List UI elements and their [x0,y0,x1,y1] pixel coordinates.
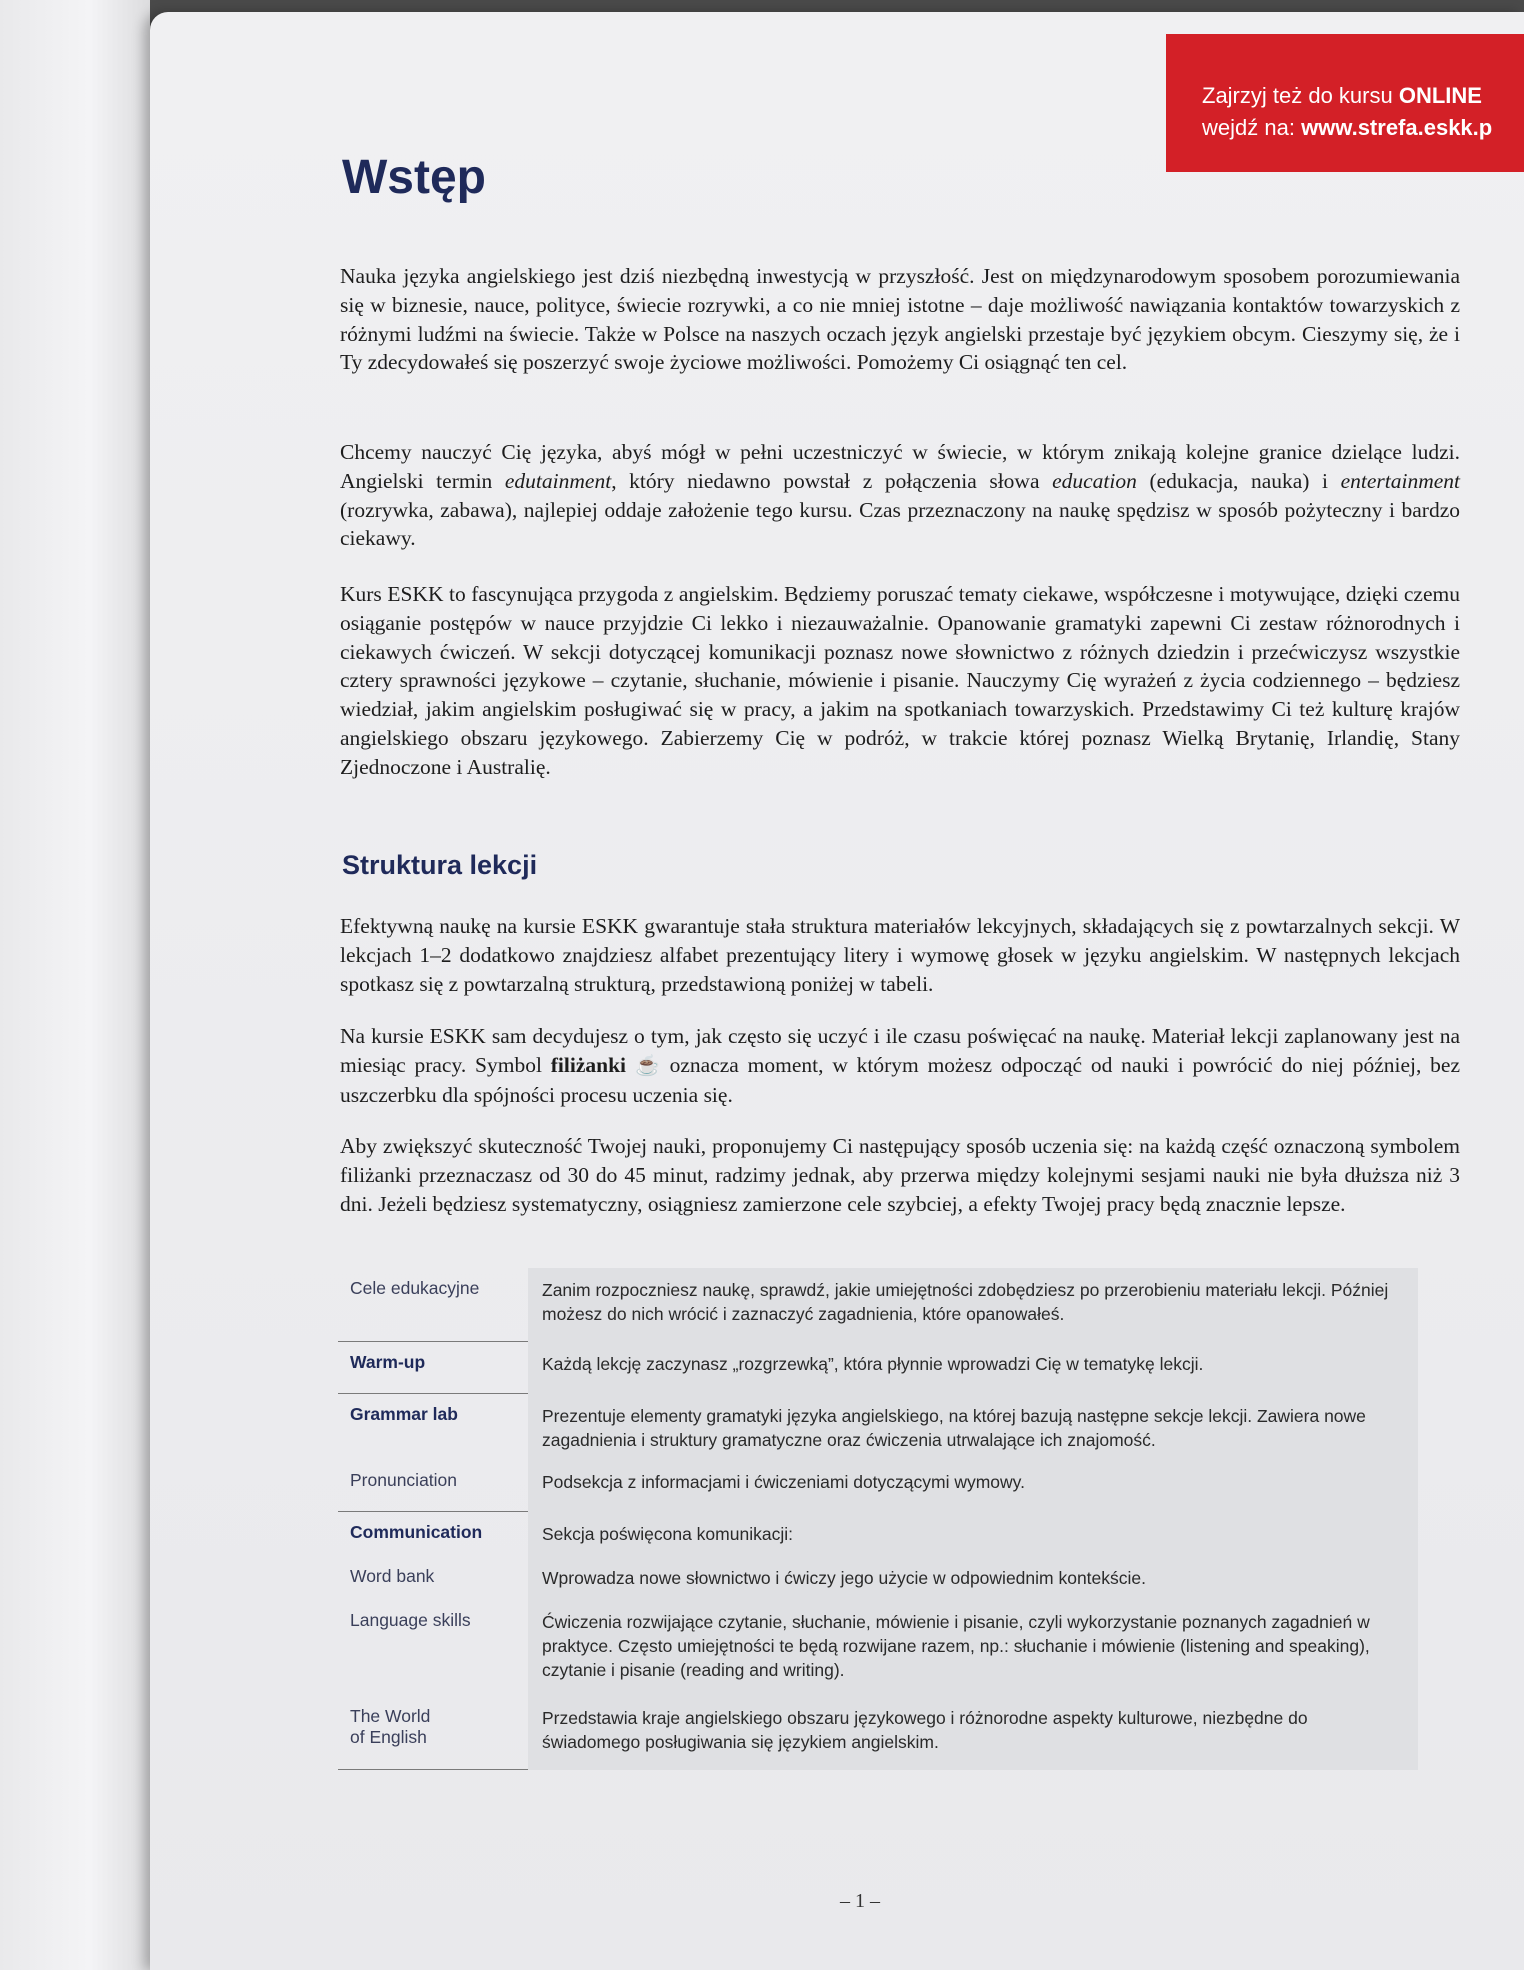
table-row [338,1394,1418,1460]
coffee-cup-icon: ☕ [635,1054,661,1077]
row-label: Communication [350,1522,483,1542]
row-description: Wprowadza nowe słownictwo i ćwiczy jego użycie w odpowiednim kontekście. [528,1556,1418,1600]
table-row [338,1342,1418,1394]
table-row [338,1268,1418,1342]
row-label: Cele edukacyjne [338,1268,528,1342]
row-description: Sekcja poświęcona komunikacji: [528,1512,1418,1556]
row-description: Prezentuje elementy gramatyki języka angielskiego, na której bazują następne sekcje lekcji. Zawiera nowe zagadnienia i struktury gramatyczne oraz ćwiczenia utrwalające ich znajomość. [528,1394,1418,1460]
row-label: Word bank [350,1566,435,1586]
row-label: Language skills [350,1610,471,1630]
row-label: Warm-up [338,1342,528,1394]
intro-paragraph-1: Nauka języka angielskiego jest dziś niezbędną inwestycją w przyszłość. Jest on międzynarodowym sposobem porozumiewania się w biznesie, nauce, polityce, świecie rozrywki, a co nie mniej istotne – daje możliwość nawiązania kontaktów towarzyskich z różnymi ludźmi na świecie. Także w Polsce na naszych oczach język angielski przestaje być językiem obcym. Cieszymy się, że i Ty zdecydowałeś się poszerzyć swoje życiowe możliwości. Pomożemy Ci osiągnąć ten cel. [340,264,1460,375]
row-description: Przedstawia kraje angielskiego obszaru językowego i różnorodne aspekty kulturowe, niezbędne do świadomego posługiwania się językiem angielskim. [528,1696,1418,1770]
row-description: Ćwiczenia rozwijające czytanie, słuchanie, mówienie i pisanie, czyli wykorzystanie poznanych zagadnień w praktyce. Często umiejętności te będą rozwijane razem, np.: słuchanie i mówienie (listening and speaking), czytanie i pisanie (reading and writing). [528,1600,1418,1696]
intro-paragraph-2: Chcemy nauczyć Cię języka, abyś mógł w pełni uczestniczyć w świecie, w którym znikają kolejne granice dzielące ludzi. Angielski termin edutainment, który niedawno powstał z połączenia słowa education (edukacja, nauka) i entertainment (rozrywka, zabawa), najlepiej oddaje założenie tego kursu. Czas przeznaczony na naukę spędzisz w sposób pożyteczny i bardzo ciekawy. [340,440,1461,551]
row-description: Podsekcja z informacjami i ćwiczeniami dotyczącymi wymowy. [528,1460,1418,1512]
table-row [338,1556,1418,1600]
row-label: Grammar lab [350,1404,458,1424]
intro-paragraph-3: Kurs ESKK to fascynująca przygoda z angielskim. Będziemy poruszać tematy ciekawe, współczesne i motywujące, dzięki czemu osiąganie postępów w nauce przyjdzie Ci lekko i niezauważalnie. Opanowanie gramatyki zapewni Ci zestaw różnorodnych i ciekawych ćwiczeń. W sekcji dotyczącej komunikacji poznasz nowe słownictwo z różnych dziedzin i przećwiczysz wszystkie cztery sprawności językowe – czytanie, słuchanie, mówienie i pisanie. Nauczymy Cię wyrażeń z życia codziennego – będziesz wiedział, jakim angielskim posługiwać się w pracy, a jakim na spotkaniach towarzyskich. Przedstawimy Ci też kulturę krajów angielskiego obszaru językowego. Zabierzemy Cię w podróż, w trakcie której poznasz Wielką Brytanię, Irlandię, Stany Zjednoczone i Australię. [340,582,1460,779]
structure-paragraph-3: Aby zwiększyć skuteczność Twojej nauki, proponujemy Ci następujący sposób uczenia się: na każdą część oznaczoną symbolem filiżanki przeznaczasz od 30 do 45 minut, radzimy jednak, aby przerwa między kolejnymi sesjami nauki nie była dłuższa niż 3 dni. Jeżeli będziesz systematyczny, osiągniesz zamierzone cele szybciej, a efekty Twojej pracy będą znacznie lepsze. [340,1134,1460,1216]
table-row [338,1512,1418,1556]
table-row [338,1696,1418,1770]
row-label: The World of English [338,1696,528,1770]
row-description: Każdą lekcję zaczynasz „rozgrzewką”, która płynnie wprowadzi Cię w tematykę lekcji. [528,1342,1418,1394]
structure-paragraph-1: Efektywną naukę na kursie ESKK gwarantuje stała struktura materiałów lekcyjnych, składających się z powtarzalnych sekcji. W lekcjach 1–2 dodatkowo znajdziesz alfabet prezentujący litery i wymowę głosek w języku angielskim. W następnych lekcjach spotkasz się z powtarzalną strukturą, przedstawioną poniżej w tabeli. [340,914,1460,996]
page-title: Wstęp [342,151,486,204]
banner-line-2: wejdź na: www.strefa.eskk.p [1202,115,1493,140]
page-number: – 1 – [840,1890,880,1912]
banner-line-1: Zajrzyj też do kursu ONLINE [1202,83,1482,108]
row-label: Pronunciation [338,1460,528,1512]
table-row [338,1460,1418,1512]
table-row [338,1600,1418,1696]
structure-paragraph-2: Na kursie ESKK sam decydujesz o tym, jak często się uczyć i ile czasu poświęcać na naukę. Materiał lekcji zaplanowany jest na miesiąc pracy. Symbol filiżanki ☕ oznacza moment, w którym możesz odpocząć od nauki i powrócić do niej później, bez uszczerbku dla spójności procesu uczenia się. [340,1024,1461,1107]
left-page [0,0,150,1970]
row-description: Zanim rozpoczniesz naukę, sprawdź, jakie umiejętności zdobędziesz po przerobieniu materiału lekcji. Później możesz do nich wrócić i zaznaczyć zagadnienia, które opanowałeś. [528,1268,1418,1342]
online-course-banner[interactable] [1166,34,1524,172]
lesson-structure-table [338,1268,1418,1770]
section-title: Struktura lekcji [342,850,538,880]
